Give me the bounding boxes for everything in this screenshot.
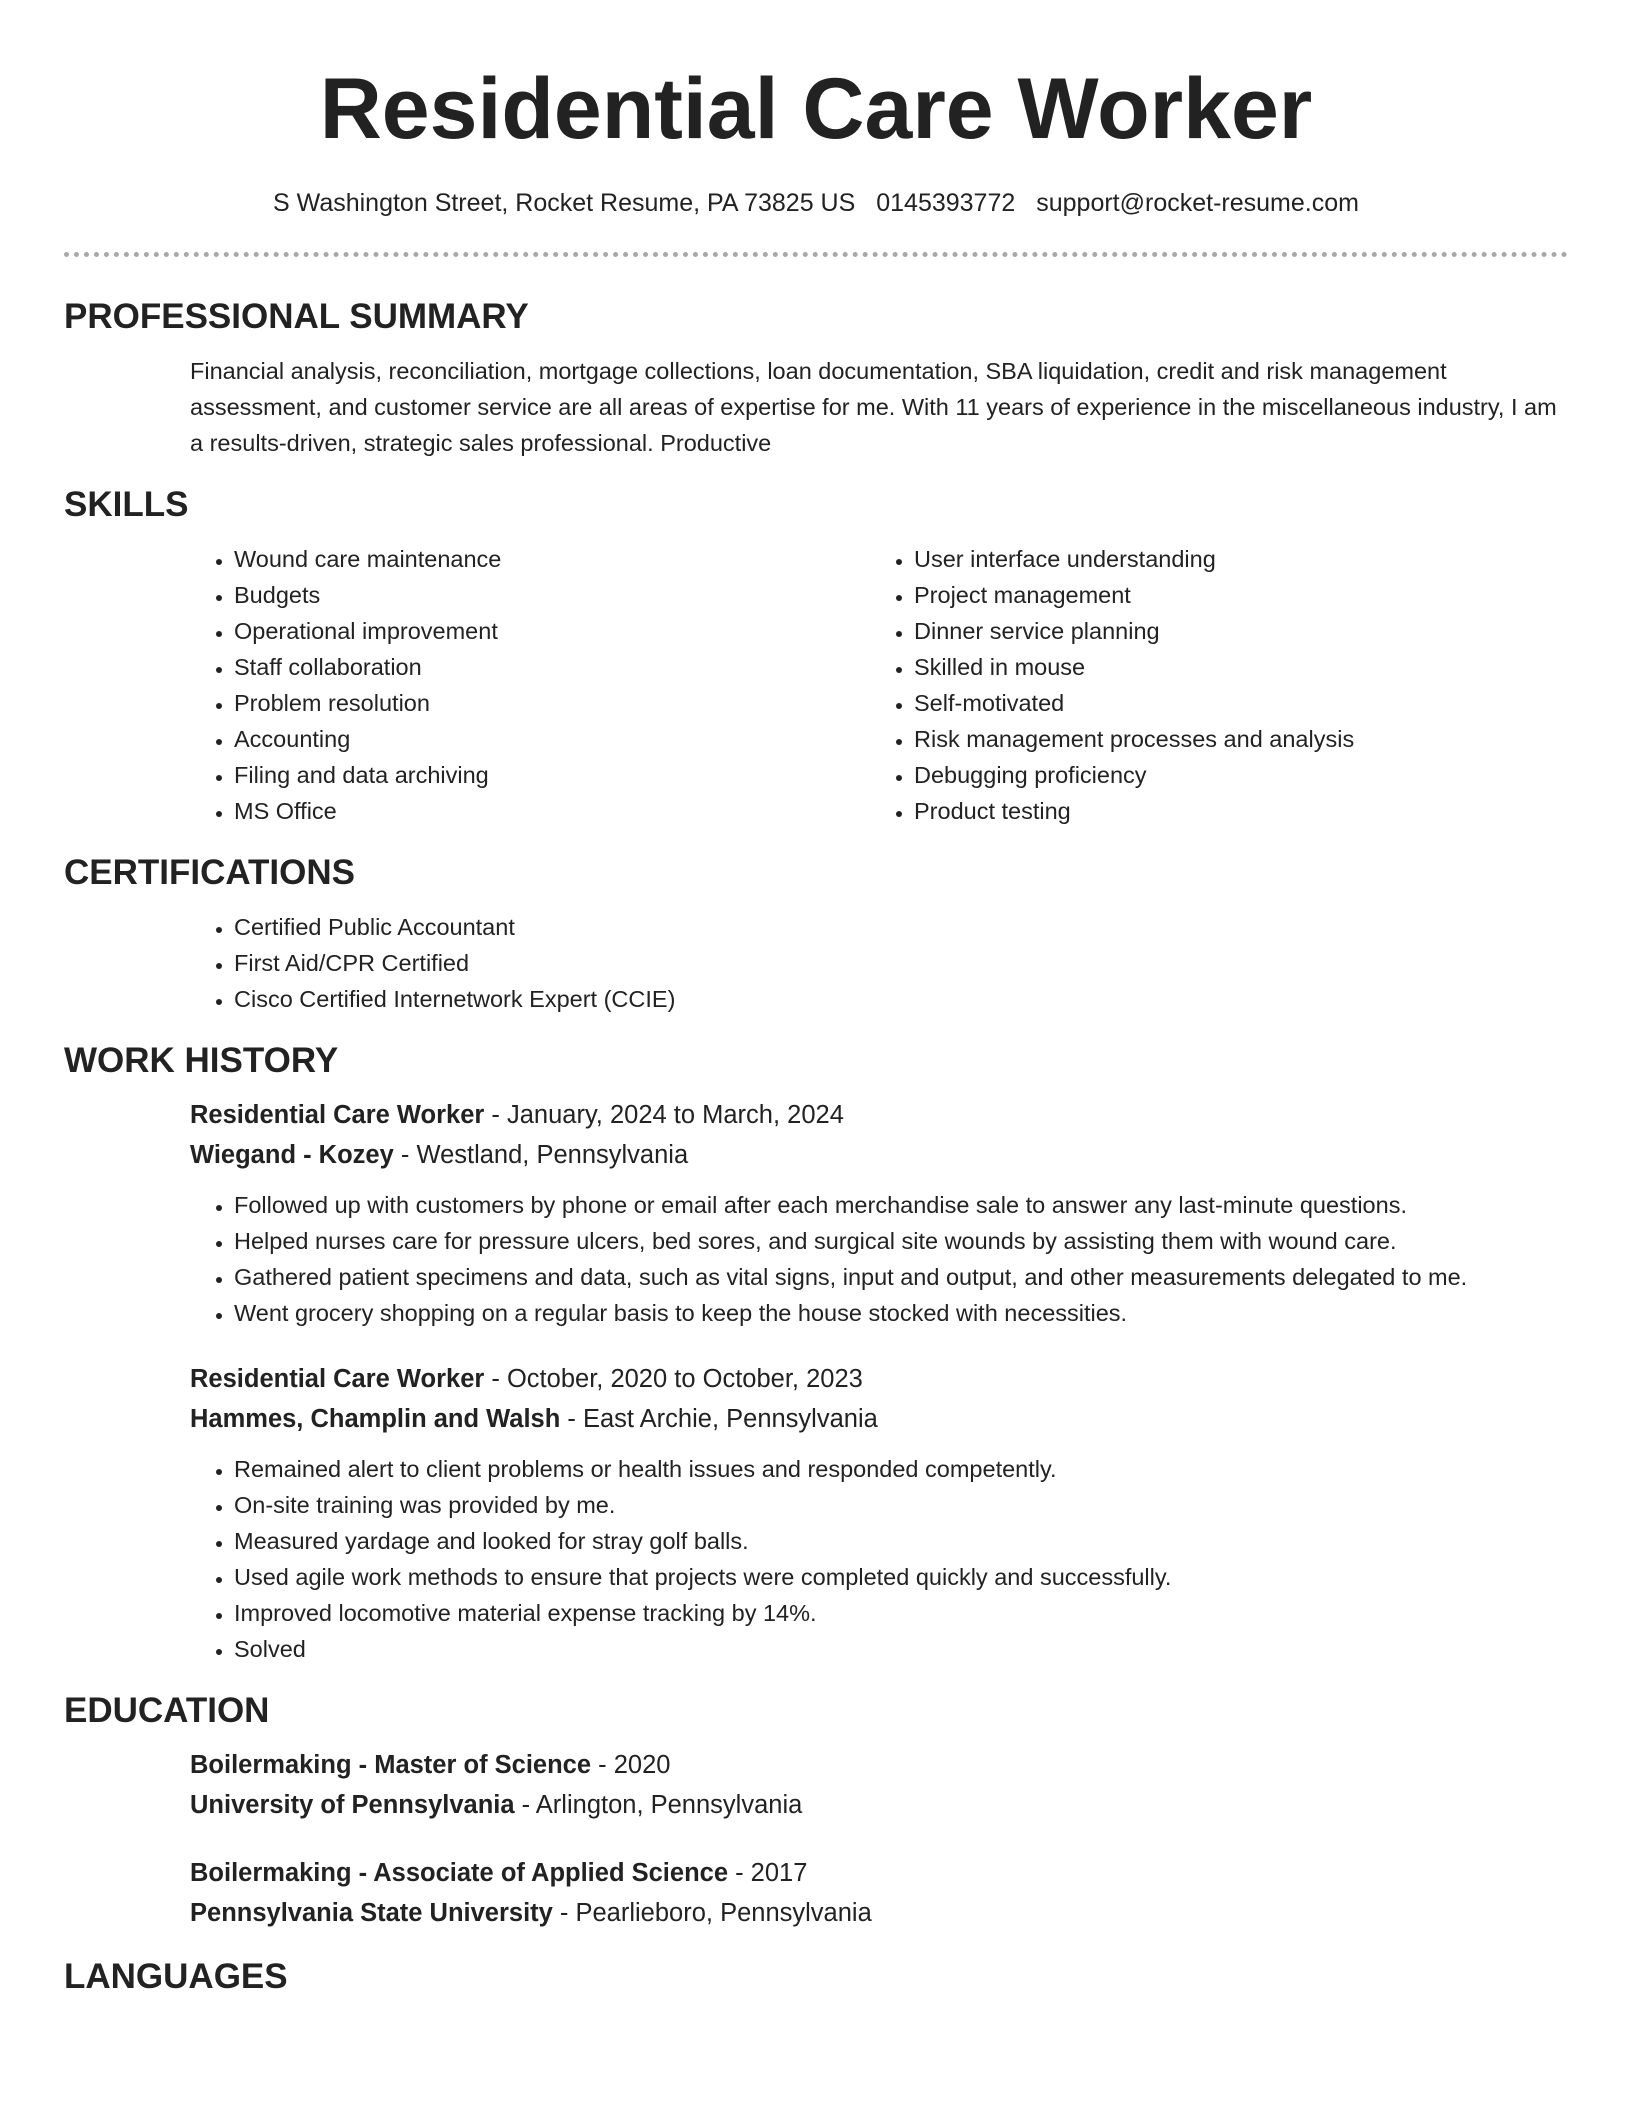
certifications-section xyxy=(64,851,1568,1017)
summary-title: PROFESSIONAL SUMMARY xyxy=(64,297,529,336)
education-school-line xyxy=(190,1785,1568,1825)
job-bullet: • Solved xyxy=(234,1631,1568,1667)
education-school: University of Pennsylvania xyxy=(190,1791,515,1819)
job-bullet: • Remained alert to client problems or health issues and responded competently. xyxy=(234,1451,1568,1487)
contact-phone: 0145393772 xyxy=(876,189,1016,217)
certification-item: • First Aid/CPR Certified xyxy=(234,945,1568,981)
skill-item: • Wound care maintenance xyxy=(234,541,870,577)
education-year: - 2017 xyxy=(728,1859,808,1887)
education-degree: Boilermaking - Associate of Applied Science xyxy=(190,1859,729,1887)
skills-section xyxy=(64,483,1568,829)
certification-item: • Cisco Certified Internetwork Expert (CCIE) xyxy=(234,981,1568,1017)
skill-item: • Dinner service planning xyxy=(914,613,1550,649)
job-entry xyxy=(190,1095,1568,1331)
job-bullet: • On-site training was provided by me. xyxy=(234,1487,1568,1523)
education-title: EDUCATION xyxy=(64,1691,270,1730)
job-company: Hammes, Champlin and Walsh xyxy=(190,1405,561,1433)
job-location: - Westland, Pennsylvania xyxy=(393,1141,689,1169)
job-company-line xyxy=(190,1399,1568,1439)
education-section xyxy=(64,1689,1568,1933)
job-role: Residential Care Worker xyxy=(190,1101,485,1129)
education-entry xyxy=(190,1853,1568,1933)
job-company-line xyxy=(190,1135,1568,1175)
job-location: - East Archie, Pennsylvania xyxy=(560,1405,878,1433)
job-bullet: • Improved locomotive material expense tracking by 14%. xyxy=(234,1595,1568,1631)
job-entry xyxy=(190,1359,1568,1667)
education-degree-line xyxy=(190,1745,1568,1785)
education-school-line xyxy=(190,1893,1568,1933)
skill-item: • Project management xyxy=(914,577,1550,613)
languages-title: LANGUAGES xyxy=(64,1957,288,1996)
contact-line xyxy=(64,186,1568,220)
skill-item: • Accounting xyxy=(234,721,870,757)
skill-item: • Self-motivated xyxy=(914,685,1550,721)
skills-column-left xyxy=(190,541,870,829)
contact-address: S Washington Street, Rocket Resume, PA 73825 US xyxy=(273,189,856,217)
job-bullet: • Measured yardage and looked for stray golf balls. xyxy=(234,1523,1568,1559)
job-company: Wiegand - Kozey xyxy=(190,1141,394,1169)
job-dates: - October, 2020 to October, 2023 xyxy=(484,1365,863,1393)
skill-item: • User interface understanding xyxy=(914,541,1550,577)
work-history-section xyxy=(64,1039,1568,1667)
education-degree-line xyxy=(190,1853,1568,1893)
job-bullet: • Followed up with customers by phone or email after each merchandise sale to answer any last-minute questions. xyxy=(234,1187,1568,1223)
job-bullet: • Helped nurses care for pressure ulcers, bed sores, and surgical site wounds by assisting them with wound care. xyxy=(234,1223,1568,1259)
skill-item: • Product testing xyxy=(914,793,1550,829)
skill-item: • MS Office xyxy=(234,793,870,829)
job-bullet: • Used agile work methods to ensure that projects were completed quickly and successfully. xyxy=(234,1559,1568,1595)
summary-text: Financial analysis, reconciliation, mortgage collections, loan documentation, SBA liquidation, credit and risk management assessment, and customer service are all areas of expertise for me. With 11 years of experience in the miscellaneous industry, I am a results-driven, strategic sales professional. Productive xyxy=(190,358,1557,456)
skill-item: • Filing and data archiving xyxy=(234,757,870,793)
skill-item: • Debugging proficiency xyxy=(914,757,1550,793)
contact-email: support@rocket-resume.com xyxy=(1036,189,1359,217)
certifications-title: CERTIFICATIONS xyxy=(64,853,356,892)
job-dates: - January, 2024 to March, 2024 xyxy=(484,1101,844,1129)
education-school: Pennsylvania State University xyxy=(190,1899,553,1927)
certification-item: • Certified Public Accountant xyxy=(234,909,1568,945)
job-bullet: • Gathered patient specimens and data, such as vital signs, input and output, and other measurements delegated to me. xyxy=(234,1259,1568,1295)
education-degree: Boilermaking - Master of Science xyxy=(190,1751,592,1779)
header-divider xyxy=(64,252,1568,257)
skill-item: • Problem resolution xyxy=(234,685,870,721)
skill-item: • Operational improvement xyxy=(234,613,870,649)
skill-item: • Staff collaboration xyxy=(234,649,870,685)
education-location: - Arlington, Pennsylvania xyxy=(514,1791,803,1819)
education-entry xyxy=(190,1745,1568,1825)
education-location: - Pearlieboro, Pennsylvania xyxy=(552,1899,872,1927)
resume-name: Residential Care Worker xyxy=(319,61,1313,157)
summary-section xyxy=(64,295,1568,461)
skill-item: • Risk management processes and analysis xyxy=(914,721,1550,757)
work-history-title: WORK HISTORY xyxy=(64,1041,339,1080)
skill-item: • Budgets xyxy=(234,577,870,613)
skill-item: • Skilled in mouse xyxy=(914,649,1550,685)
job-bullet: • Went grocery shopping on a regular basis to keep the house stocked with necessities. xyxy=(234,1295,1568,1331)
languages-section xyxy=(64,1955,1568,1999)
job-title-line xyxy=(190,1359,1568,1399)
skills-column-right xyxy=(870,541,1550,829)
skills-title: SKILLS xyxy=(64,485,189,524)
job-role: Residential Care Worker xyxy=(190,1365,485,1393)
education-year: - 2020 xyxy=(591,1751,671,1779)
job-title-line xyxy=(190,1095,1568,1135)
